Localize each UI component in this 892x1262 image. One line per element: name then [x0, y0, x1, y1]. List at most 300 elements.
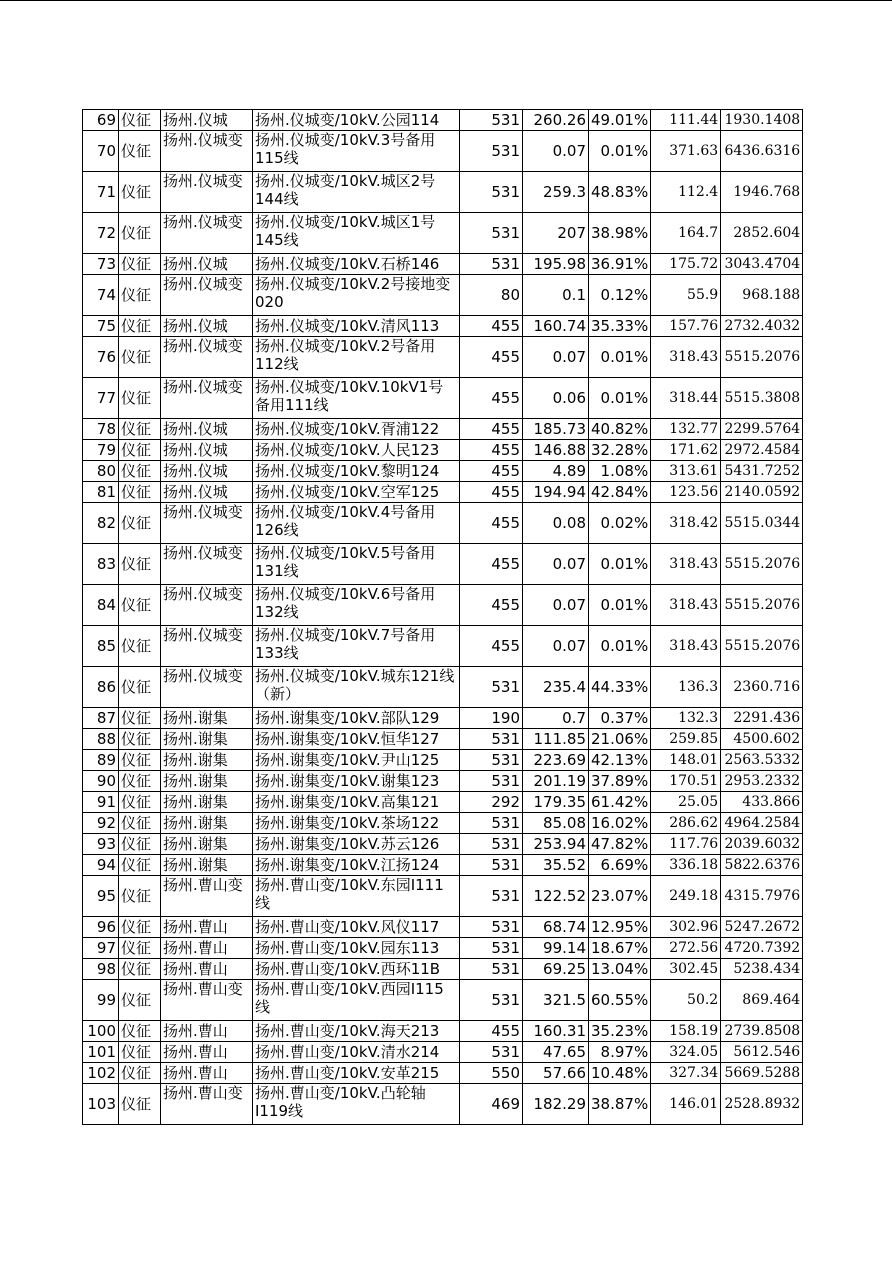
- table-row: [83, 917, 803, 938]
- margin-cell: 136.3: [651, 667, 721, 708]
- margin-cell: 286.62: [651, 813, 721, 834]
- county-cell: 仪征: [119, 461, 161, 482]
- capacity-cell: 531: [460, 131, 523, 172]
- margin-kw-cell: 4500.602: [721, 729, 803, 750]
- table-row: [83, 626, 803, 667]
- capacity-cell: 531: [460, 980, 523, 1021]
- load-cell: 111.85: [523, 729, 589, 750]
- substation-cell: 扬州.曹山变: [161, 1084, 253, 1125]
- table-row: [83, 316, 803, 337]
- feeder-line-cell: 扬州.曹山变/10kV.东园Ⅰ111线: [253, 876, 460, 917]
- capacity-cell: 531: [460, 1042, 523, 1063]
- load-cell: 122.52: [523, 876, 589, 917]
- county-cell: 仪征: [119, 213, 161, 254]
- row-number-cell: 91: [83, 792, 119, 813]
- county-cell: 仪征: [119, 980, 161, 1021]
- load-cell: 160.74: [523, 316, 589, 337]
- margin-cell: 25.05: [651, 792, 721, 813]
- margin-kw-cell: 3043.4704: [721, 254, 803, 275]
- load-cell: 182.29: [523, 1084, 589, 1125]
- row-number-cell: 92: [83, 813, 119, 834]
- feeder-line-cell: 扬州.仪城变/10kV.10kV1号备用111线: [253, 378, 460, 419]
- row-number-cell: 87: [83, 708, 119, 729]
- load-rate-cell: 0.01%: [589, 626, 651, 667]
- row-number-cell: 90: [83, 771, 119, 792]
- load-rate-cell: 38.98%: [589, 213, 651, 254]
- substation-cell: 扬州.仪城变: [161, 378, 253, 419]
- table-row: [83, 1021, 803, 1042]
- county-cell: 仪征: [119, 378, 161, 419]
- capacity-cell: 531: [460, 938, 523, 959]
- row-number-cell: 79: [83, 440, 119, 461]
- substation-cell: 扬州.曹山变: [161, 876, 253, 917]
- table-row: [83, 275, 803, 316]
- margin-kw-cell: 5612.546: [721, 1042, 803, 1063]
- capacity-cell: 531: [460, 771, 523, 792]
- margin-cell: 318.42: [651, 503, 721, 544]
- substation-cell: 扬州.仪城变: [161, 626, 253, 667]
- margin-kw-cell: 869.464: [721, 980, 803, 1021]
- county-cell: 仪征: [119, 729, 161, 750]
- load-rate-cell: 1.08%: [589, 461, 651, 482]
- county-cell: 仪征: [119, 834, 161, 855]
- substation-cell: 扬州.仪城: [161, 419, 253, 440]
- table-row: [83, 213, 803, 254]
- county-cell: 仪征: [119, 275, 161, 316]
- feeder-line-cell: 扬州.仪城变/10kV.公园114: [253, 110, 460, 131]
- margin-kw-cell: 2852.604: [721, 213, 803, 254]
- load-rate-cell: 42.84%: [589, 482, 651, 503]
- margin-cell: 318.44: [651, 378, 721, 419]
- load-cell: 253.94: [523, 834, 589, 855]
- row-number-cell: 96: [83, 917, 119, 938]
- margin-cell: 123.56: [651, 482, 721, 503]
- margin-cell: 132.3: [651, 708, 721, 729]
- county-cell: 仪征: [119, 172, 161, 213]
- feeder-line-cell: 扬州.曹山变/10kV.风仪117: [253, 917, 460, 938]
- capacity-cell: 455: [460, 585, 523, 626]
- table-row: [83, 708, 803, 729]
- county-cell: 仪征: [119, 419, 161, 440]
- load-rate-cell: 61.42%: [589, 792, 651, 813]
- capacity-cell: 531: [460, 813, 523, 834]
- capacity-cell: 455: [460, 316, 523, 337]
- margin-cell: 324.05: [651, 1042, 721, 1063]
- margin-kw-cell: 2360.716: [721, 667, 803, 708]
- row-number-cell: 70: [83, 131, 119, 172]
- margin-kw-cell: 5515.2076: [721, 544, 803, 585]
- county-cell: 仪征: [119, 626, 161, 667]
- load-rate-cell: 12.95%: [589, 917, 651, 938]
- row-number-cell: 100: [83, 1021, 119, 1042]
- margin-kw-cell: 4964.2584: [721, 813, 803, 834]
- margin-cell: 158.19: [651, 1021, 721, 1042]
- load-rate-cell: 0.37%: [589, 708, 651, 729]
- table-body: [83, 110, 803, 1125]
- row-number-cell: 69: [83, 110, 119, 131]
- county-cell: 仪征: [119, 959, 161, 980]
- county-cell: 仪征: [119, 813, 161, 834]
- margin-kw-cell: 5669.5288: [721, 1063, 803, 1084]
- load-rate-cell: 44.33%: [589, 667, 651, 708]
- margin-kw-cell: 433.866: [721, 792, 803, 813]
- margin-kw-cell: 5515.2076: [721, 337, 803, 378]
- row-number-cell: 74: [83, 275, 119, 316]
- capacity-cell: 455: [460, 626, 523, 667]
- load-cell: 99.14: [523, 938, 589, 959]
- load-cell: 57.66: [523, 1063, 589, 1084]
- margin-kw-cell: 5238.434: [721, 959, 803, 980]
- row-number-cell: 77: [83, 378, 119, 419]
- load-rate-cell: 0.01%: [589, 378, 651, 419]
- row-number-cell: 97: [83, 938, 119, 959]
- county-cell: 仪征: [119, 131, 161, 172]
- margin-kw-cell: 1946.768: [721, 172, 803, 213]
- margin-cell: 249.18: [651, 876, 721, 917]
- county-cell: 仪征: [119, 917, 161, 938]
- feeder-line-cell: 扬州.曹山变/10kV.园东113: [253, 938, 460, 959]
- load-cell: 185.73: [523, 419, 589, 440]
- margin-kw-cell: 5247.2672: [721, 917, 803, 938]
- margin-kw-cell: 2299.5764: [721, 419, 803, 440]
- feeder-line-cell: 扬州.谢集变/10kV.尹山125: [253, 750, 460, 771]
- table-row: [83, 544, 803, 585]
- capacity-cell: 531: [460, 110, 523, 131]
- table-row: [83, 503, 803, 544]
- table-row: [83, 131, 803, 172]
- county-cell: 仪征: [119, 1042, 161, 1063]
- margin-cell: 117.76: [651, 834, 721, 855]
- margin-cell: 318.43: [651, 337, 721, 378]
- load-cell: 259.3: [523, 172, 589, 213]
- table-row: [83, 1042, 803, 1063]
- substation-cell: 扬州.谢集: [161, 792, 253, 813]
- substation-cell: 扬州.仪城变: [161, 275, 253, 316]
- margin-cell: 171.62: [651, 440, 721, 461]
- capacity-cell: 531: [460, 834, 523, 855]
- feeder-line-cell: 扬州.曹山变/10kV.西环11B: [253, 959, 460, 980]
- county-cell: 仪征: [119, 482, 161, 503]
- capacity-cell: 531: [460, 213, 523, 254]
- load-cell: 35.52: [523, 855, 589, 876]
- table-row: [83, 729, 803, 750]
- margin-cell: 170.51: [651, 771, 721, 792]
- row-number-cell: 85: [83, 626, 119, 667]
- county-cell: 仪征: [119, 1084, 161, 1125]
- table-row: [83, 461, 803, 482]
- load-rate-cell: 37.89%: [589, 771, 651, 792]
- load-cell: 47.65: [523, 1042, 589, 1063]
- table-row: [83, 813, 803, 834]
- feeder-line-cell: 扬州.仪城变/10kV.空军125: [253, 482, 460, 503]
- feeder-line-cell: 扬州.曹山变/10kV.西园Ⅰ115线: [253, 980, 460, 1021]
- row-number-cell: 83: [83, 544, 119, 585]
- row-number-cell: 99: [83, 980, 119, 1021]
- margin-cell: 50.2: [651, 980, 721, 1021]
- margin-kw-cell: 1930.1408: [721, 110, 803, 131]
- substation-cell: 扬州.曹山: [161, 1042, 253, 1063]
- row-number-cell: 95: [83, 876, 119, 917]
- load-rate-cell: 16.02%: [589, 813, 651, 834]
- capacity-cell: 455: [460, 544, 523, 585]
- table-row: [83, 876, 803, 917]
- county-cell: 仪征: [119, 1063, 161, 1084]
- load-rate-cell: 49.01%: [589, 110, 651, 131]
- load-rate-cell: 47.82%: [589, 834, 651, 855]
- load-cell: 260.26: [523, 110, 589, 131]
- load-cell: 235.4: [523, 667, 589, 708]
- table-row: [83, 585, 803, 626]
- load-cell: 207: [523, 213, 589, 254]
- capacity-cell: 455: [460, 461, 523, 482]
- substation-cell: 扬州.仪城: [161, 440, 253, 461]
- load-cell: 0.08: [523, 503, 589, 544]
- row-number-cell: 82: [83, 503, 119, 544]
- table-row: [83, 834, 803, 855]
- capacity-cell: 531: [460, 667, 523, 708]
- substation-cell: 扬州.曹山: [161, 938, 253, 959]
- substation-cell: 扬州.谢集: [161, 855, 253, 876]
- substation-cell: 扬州.谢集: [161, 834, 253, 855]
- row-number-cell: 102: [83, 1063, 119, 1084]
- feeder-load-table: [82, 109, 803, 1125]
- capacity-cell: 531: [460, 172, 523, 213]
- row-number-cell: 76: [83, 337, 119, 378]
- row-number-cell: 73: [83, 254, 119, 275]
- row-number-cell: 86: [83, 667, 119, 708]
- margin-kw-cell: 2563.5332: [721, 750, 803, 771]
- substation-cell: 扬州.谢集: [161, 729, 253, 750]
- table-row: [83, 792, 803, 813]
- table-row: [83, 110, 803, 131]
- load-rate-cell: 0.01%: [589, 337, 651, 378]
- feeder-line-cell: 扬州.仪城变/10kV.4号备用126线: [253, 503, 460, 544]
- county-cell: 仪征: [119, 503, 161, 544]
- load-rate-cell: 40.82%: [589, 419, 651, 440]
- substation-cell: 扬州.仪城变: [161, 131, 253, 172]
- load-cell: 0.07: [523, 585, 589, 626]
- load-cell: 69.25: [523, 959, 589, 980]
- feeder-line-cell: 扬州.谢集变/10kV.部队129: [253, 708, 460, 729]
- table-row: [83, 855, 803, 876]
- load-rate-cell: 48.83%: [589, 172, 651, 213]
- feeder-line-cell: 扬州.谢集变/10kV.高集121: [253, 792, 460, 813]
- substation-cell: 扬州.仪城变: [161, 544, 253, 585]
- load-rate-cell: 0.01%: [589, 585, 651, 626]
- substation-cell: 扬州.曹山: [161, 1063, 253, 1084]
- feeder-line-cell: 扬州.仪城变/10kV.清风113: [253, 316, 460, 337]
- table-row: [83, 419, 803, 440]
- feeder-line-cell: 扬州.仪城变/10kV.胥浦122: [253, 419, 460, 440]
- load-cell: 223.69: [523, 750, 589, 771]
- substation-cell: 扬州.曹山变: [161, 980, 253, 1021]
- county-cell: 仪征: [119, 938, 161, 959]
- substation-cell: 扬州.曹山: [161, 959, 253, 980]
- load-cell: 194.94: [523, 482, 589, 503]
- margin-cell: 55.9: [651, 275, 721, 316]
- substation-cell: 扬州.仪城: [161, 254, 253, 275]
- margin-cell: 175.72: [651, 254, 721, 275]
- margin-kw-cell: 2039.6032: [721, 834, 803, 855]
- feeder-line-cell: 扬州.仪城变/10kV.2号接地变020: [253, 275, 460, 316]
- county-cell: 仪征: [119, 337, 161, 378]
- margin-kw-cell: 5515.0344: [721, 503, 803, 544]
- row-number-cell: 98: [83, 959, 119, 980]
- margin-cell: 272.56: [651, 938, 721, 959]
- substation-cell: 扬州.仪城: [161, 316, 253, 337]
- margin-cell: 164.7: [651, 213, 721, 254]
- page-top-rule: [0, 0, 892, 1]
- row-number-cell: 81: [83, 482, 119, 503]
- feeder-line-cell: 扬州.仪城变/10kV.人民123: [253, 440, 460, 461]
- capacity-cell: 455: [460, 1021, 523, 1042]
- margin-kw-cell: 5515.3808: [721, 378, 803, 419]
- margin-cell: 302.96: [651, 917, 721, 938]
- load-rate-cell: 32.28%: [589, 440, 651, 461]
- margin-cell: 313.61: [651, 461, 721, 482]
- capacity-cell: 531: [460, 750, 523, 771]
- county-cell: 仪征: [119, 667, 161, 708]
- load-cell: 195.98: [523, 254, 589, 275]
- load-cell: 201.19: [523, 771, 589, 792]
- feeder-line-cell: 扬州.谢集变/10kV.茶场122: [253, 813, 460, 834]
- row-number-cell: 94: [83, 855, 119, 876]
- feeder-line-cell: 扬州.仪城变/10kV.5号备用131线: [253, 544, 460, 585]
- substation-cell: 扬州.仪城变: [161, 503, 253, 544]
- margin-cell: 259.85: [651, 729, 721, 750]
- feeder-line-cell: 扬州.曹山变/10kV.海天213: [253, 1021, 460, 1042]
- load-rate-cell: 23.07%: [589, 876, 651, 917]
- load-cell: 146.88: [523, 440, 589, 461]
- substation-cell: 扬州.仪城变: [161, 337, 253, 378]
- load-rate-cell: 10.48%: [589, 1063, 651, 1084]
- margin-kw-cell: 2140.0592: [721, 482, 803, 503]
- capacity-cell: 550: [460, 1063, 523, 1084]
- load-rate-cell: 8.97%: [589, 1042, 651, 1063]
- substation-cell: 扬州.谢集: [161, 750, 253, 771]
- margin-kw-cell: 2732.4032: [721, 316, 803, 337]
- capacity-cell: 455: [460, 337, 523, 378]
- table-row: [83, 938, 803, 959]
- margin-cell: 318.43: [651, 626, 721, 667]
- table-row: [83, 1084, 803, 1125]
- margin-kw-cell: 5822.6376: [721, 855, 803, 876]
- margin-cell: 371.63: [651, 131, 721, 172]
- row-number-cell: 103: [83, 1084, 119, 1125]
- load-rate-cell: 0.02%: [589, 503, 651, 544]
- margin-kw-cell: 6436.6316: [721, 131, 803, 172]
- capacity-cell: 531: [460, 254, 523, 275]
- capacity-cell: 292: [460, 792, 523, 813]
- county-cell: 仪征: [119, 855, 161, 876]
- margin-cell: 111.44: [651, 110, 721, 131]
- table-row: [83, 254, 803, 275]
- table-row: [83, 440, 803, 461]
- row-number-cell: 78: [83, 419, 119, 440]
- load-cell: 0.1: [523, 275, 589, 316]
- capacity-cell: 80: [460, 275, 523, 316]
- county-cell: 仪征: [119, 708, 161, 729]
- row-number-cell: 80: [83, 461, 119, 482]
- margin-cell: 157.76: [651, 316, 721, 337]
- table-row: [83, 378, 803, 419]
- margin-kw-cell: 2953.2332: [721, 771, 803, 792]
- margin-cell: 112.4: [651, 172, 721, 213]
- row-number-cell: 75: [83, 316, 119, 337]
- feeder-line-cell: 扬州.仪城变/10kV.2号备用112线: [253, 337, 460, 378]
- feeder-line-cell: 扬州.谢集变/10kV.恒华127: [253, 729, 460, 750]
- table-row: [83, 337, 803, 378]
- margin-kw-cell: 4315.7976: [721, 876, 803, 917]
- load-rate-cell: 42.13%: [589, 750, 651, 771]
- margin-cell: 146.01: [651, 1084, 721, 1125]
- table-row: [83, 980, 803, 1021]
- county-cell: 仪征: [119, 440, 161, 461]
- feeder-line-cell: 扬州.仪城变/10kV.城东121线（新）: [253, 667, 460, 708]
- margin-kw-cell: 5515.2076: [721, 626, 803, 667]
- county-cell: 仪征: [119, 771, 161, 792]
- load-rate-cell: 0.12%: [589, 275, 651, 316]
- feeder-line-cell: 扬州.曹山变/10kV.清水214: [253, 1042, 460, 1063]
- capacity-cell: 455: [460, 378, 523, 419]
- county-cell: 仪征: [119, 750, 161, 771]
- margin-kw-cell: 2291.436: [721, 708, 803, 729]
- load-cell: 0.07: [523, 544, 589, 585]
- load-rate-cell: 35.33%: [589, 316, 651, 337]
- load-rate-cell: 60.55%: [589, 980, 651, 1021]
- feeder-line-cell: 扬州.仪城变/10kV.城区1号145线: [253, 213, 460, 254]
- table-row: [83, 1063, 803, 1084]
- capacity-cell: 531: [460, 729, 523, 750]
- table-row: [83, 667, 803, 708]
- feeder-line-cell: 扬州.谢集变/10kV.江扬124: [253, 855, 460, 876]
- capacity-cell: 531: [460, 876, 523, 917]
- row-number-cell: 71: [83, 172, 119, 213]
- table-row: [83, 771, 803, 792]
- capacity-cell: 531: [460, 959, 523, 980]
- load-cell: 0.7: [523, 708, 589, 729]
- load-cell: 4.89: [523, 461, 589, 482]
- county-cell: 仪征: [119, 585, 161, 626]
- county-cell: 仪征: [119, 1021, 161, 1042]
- load-rate-cell: 6.69%: [589, 855, 651, 876]
- row-number-cell: 89: [83, 750, 119, 771]
- load-rate-cell: 35.23%: [589, 1021, 651, 1042]
- capacity-cell: 531: [460, 855, 523, 876]
- substation-cell: 扬州.谢集: [161, 708, 253, 729]
- substation-cell: 扬州.曹山: [161, 917, 253, 938]
- margin-cell: 318.43: [651, 585, 721, 626]
- margin-cell: 336.18: [651, 855, 721, 876]
- feeder-line-cell: 扬州.谢集变/10kV.谢集123: [253, 771, 460, 792]
- load-rate-cell: 18.67%: [589, 938, 651, 959]
- load-rate-cell: 21.06%: [589, 729, 651, 750]
- substation-cell: 扬州.曹山: [161, 1021, 253, 1042]
- substation-cell: 扬州.仪城变: [161, 172, 253, 213]
- load-cell: 160.31: [523, 1021, 589, 1042]
- capacity-cell: 455: [460, 503, 523, 544]
- substation-cell: 扬州.仪城: [161, 482, 253, 503]
- capacity-cell: 469: [460, 1084, 523, 1125]
- row-number-cell: 93: [83, 834, 119, 855]
- margin-cell: 132.77: [651, 419, 721, 440]
- feeder-line-cell: 扬州.仪城变/10kV.城区2号144线: [253, 172, 460, 213]
- row-number-cell: 88: [83, 729, 119, 750]
- margin-cell: 302.45: [651, 959, 721, 980]
- load-cell: 0.07: [523, 131, 589, 172]
- table-row: [83, 959, 803, 980]
- margin-kw-cell: 968.188: [721, 275, 803, 316]
